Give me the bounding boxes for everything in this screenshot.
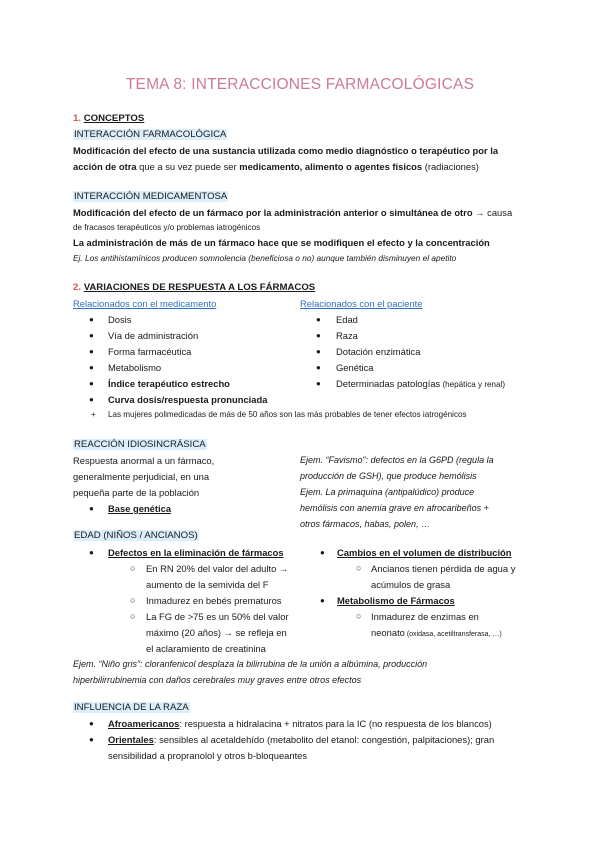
list-item: el aclaramiento de creatinina: [146, 643, 266, 654]
list-item: Edad: [336, 314, 358, 325]
paragraph: Modificación del efecto de una sustancia utilizada como medio diagnóstico o terapéutico por la: [73, 145, 499, 156]
list-item: Metabolismo: [108, 362, 162, 373]
bold-text: Modificación del efecto de un fármaco por la administración anterior o simultánea de otro: [73, 207, 473, 218]
list-item: Defectos en la eliminación de fármacos: [108, 547, 284, 558]
list-item: En RN 20% del valor del adulto →: [146, 563, 289, 574]
list-item: Forma farmacéutica: [108, 346, 192, 357]
circle-bullet-icon: ○: [356, 563, 362, 573]
list-item: [108, 734, 494, 746]
bullet-icon: ●: [316, 315, 321, 324]
subheading-interaccion-medicamentosa: INTERACCIÓN MEDICAMENTOSA: [74, 191, 228, 202]
paragraph: pequeña parte de la población: [73, 487, 200, 498]
circle-bullet-icon: ○: [130, 595, 136, 605]
column-heading-medicamento: Relacionados con el medicamento: [73, 298, 217, 309]
bullet-icon: ●: [89, 548, 94, 557]
list-item: máximo (20 años) → se refleja en: [146, 627, 287, 638]
list-item: [336, 378, 505, 391]
list-item: Dosis: [108, 314, 132, 325]
bullet-icon: ●: [89, 363, 94, 372]
bold-text: Afroamericanos: [108, 718, 180, 729]
text: : sensibles al acetaldehído (metabolito del etanol: congestión, palpitaciones); gran: [153, 734, 495, 745]
bullet-icon: ●: [316, 331, 321, 340]
list-item: Ancianos tienen pérdida de agua y: [371, 563, 516, 574]
list-item: Vía de administración: [108, 330, 199, 341]
list-item: Índice terapéutico estrecho: [108, 378, 230, 389]
section-number: 1.: [73, 113, 82, 124]
text: → causa: [472, 207, 513, 218]
bullet-icon: ●: [89, 379, 94, 388]
plus-icon: +: [91, 410, 96, 419]
bullet-icon: ●: [89, 347, 94, 356]
bullet-icon: ●: [89, 735, 94, 744]
list-item: Raza: [336, 330, 358, 341]
list-item: [371, 627, 502, 641]
note-text: Las mujeres polimedicadas de más de 50 años son las más probables de tener efectos iatrogénicos: [108, 410, 467, 419]
section-title: VARIACIONES DE RESPUESTA A LOS FÁRMACOS: [83, 282, 316, 293]
bullet-icon: ●: [316, 363, 321, 372]
subheading-edad: EDAD (NIÑOS / ANCIANOS): [74, 530, 198, 541]
example-text: otros fármacos, habas, polen, …: [300, 519, 431, 529]
text: neonato: [371, 627, 405, 638]
bullet-icon: ●: [89, 395, 94, 404]
list-item: Metabolismo de Fármacos: [337, 595, 455, 606]
example-text: Ejem. “Favismo”: defectos en la G6PD (regula la: [300, 455, 494, 465]
list-item: Curva dosis/respuesta pronunciada: [108, 394, 268, 405]
bullet-icon: ●: [320, 596, 325, 605]
circle-bullet-icon: ○: [356, 611, 362, 621]
bold-text: Orientales: [108, 734, 154, 745]
bullet-icon: ●: [320, 548, 325, 557]
section-number: 2.: [73, 282, 82, 293]
text: : respuesta a hidralacina + nitratos para la IC (no respuesta de los blancos): [179, 718, 492, 729]
bullet-icon: ●: [89, 504, 94, 513]
bold-text: medicamento, alimento o agentes físicos: [239, 161, 423, 172]
example-text: hiperbilirrubinemia con daños cerebrales muy graves entre otros efectos: [73, 675, 362, 685]
page-title: TEMA 8: INTERACCIONES FARMACOLÓGICAS: [125, 76, 475, 93]
list-item: aumento de la semivida del F: [146, 579, 269, 590]
text: (hepática y renal): [440, 380, 506, 389]
example-text: Ej. Los antihistamínicos producen somnolencia (beneficiosa o no) aunque también disminuyen el apetito: [73, 253, 457, 263]
bullet-icon: ●: [316, 379, 321, 388]
paragraph: Respuesta anormal a un fármaco,: [73, 455, 215, 466]
example-text: hemólisis con anemia grave en afrocaribeños +: [300, 503, 489, 513]
subheading-interaccion-farmacologica: INTERACCIÓN FARMACOLÓGICA: [74, 129, 227, 140]
list-item: acúmulos de grasa: [371, 579, 451, 590]
text: Determinadas patologías: [336, 378, 441, 389]
subheading-reaccion-idiosincrasica: REACCIÓN IDIOSINCRÁSICA: [74, 439, 206, 450]
paragraph: [73, 161, 479, 173]
section-2-heading: [73, 282, 315, 293]
list-item: Dotación enzimática: [336, 346, 421, 357]
subheading-raza: INFLUENCIA DE LA RAZA: [74, 702, 189, 713]
text: (radiaciones): [422, 161, 479, 172]
bold-text: acción de otra: [73, 161, 137, 172]
list-item: Inmadurez en bebés prematuros: [146, 595, 282, 606]
list-item: Inmadurez de enzimas en: [371, 611, 479, 622]
example-text: producción de GSH), que produce hemólisis: [300, 471, 477, 481]
list-item: Base genética: [108, 503, 172, 514]
bullet-icon: ●: [89, 315, 94, 324]
circle-bullet-icon: ○: [130, 611, 136, 621]
paragraph: [73, 207, 512, 219]
list-item: Cambios en el volumen de distribución: [337, 547, 512, 558]
section-1-heading: [73, 113, 144, 124]
list-item: La FG de >75 es un 50% del valor: [146, 611, 289, 622]
list-item: Genética: [336, 362, 374, 373]
example-text: Ejem. La primaquina (antipalúdico) produce: [300, 487, 475, 497]
bullet-icon: ●: [89, 719, 94, 728]
bullet-icon: ●: [316, 347, 321, 356]
text: (oxidasa, acetiltransferasa, …): [404, 631, 502, 638]
circle-bullet-icon: ○: [130, 563, 136, 573]
bullet-icon: ●: [89, 331, 94, 340]
paragraph: La administración de más de un fármaco hace que se modifiquen el efecto y la concentración: [73, 237, 490, 248]
column-heading-paciente: Relacionados con el paciente: [300, 298, 423, 309]
text: que a su vez puede ser: [136, 161, 240, 172]
section-title: CONCEPTOS: [83, 113, 145, 124]
list-item: [108, 718, 492, 730]
list-item: sensibilidad a propranolol y otros b-bloqueantes: [108, 750, 308, 761]
example-text: Ejem. “Niño gris”: cloranfenicol desplaza la bilirrubina de la unión a albúmina, producción: [73, 659, 428, 669]
paragraph: generalmente perjudicial, en una: [73, 471, 210, 482]
paragraph: de fracasos terapéuticos y/o problemas iatrogénicos: [73, 223, 261, 232]
